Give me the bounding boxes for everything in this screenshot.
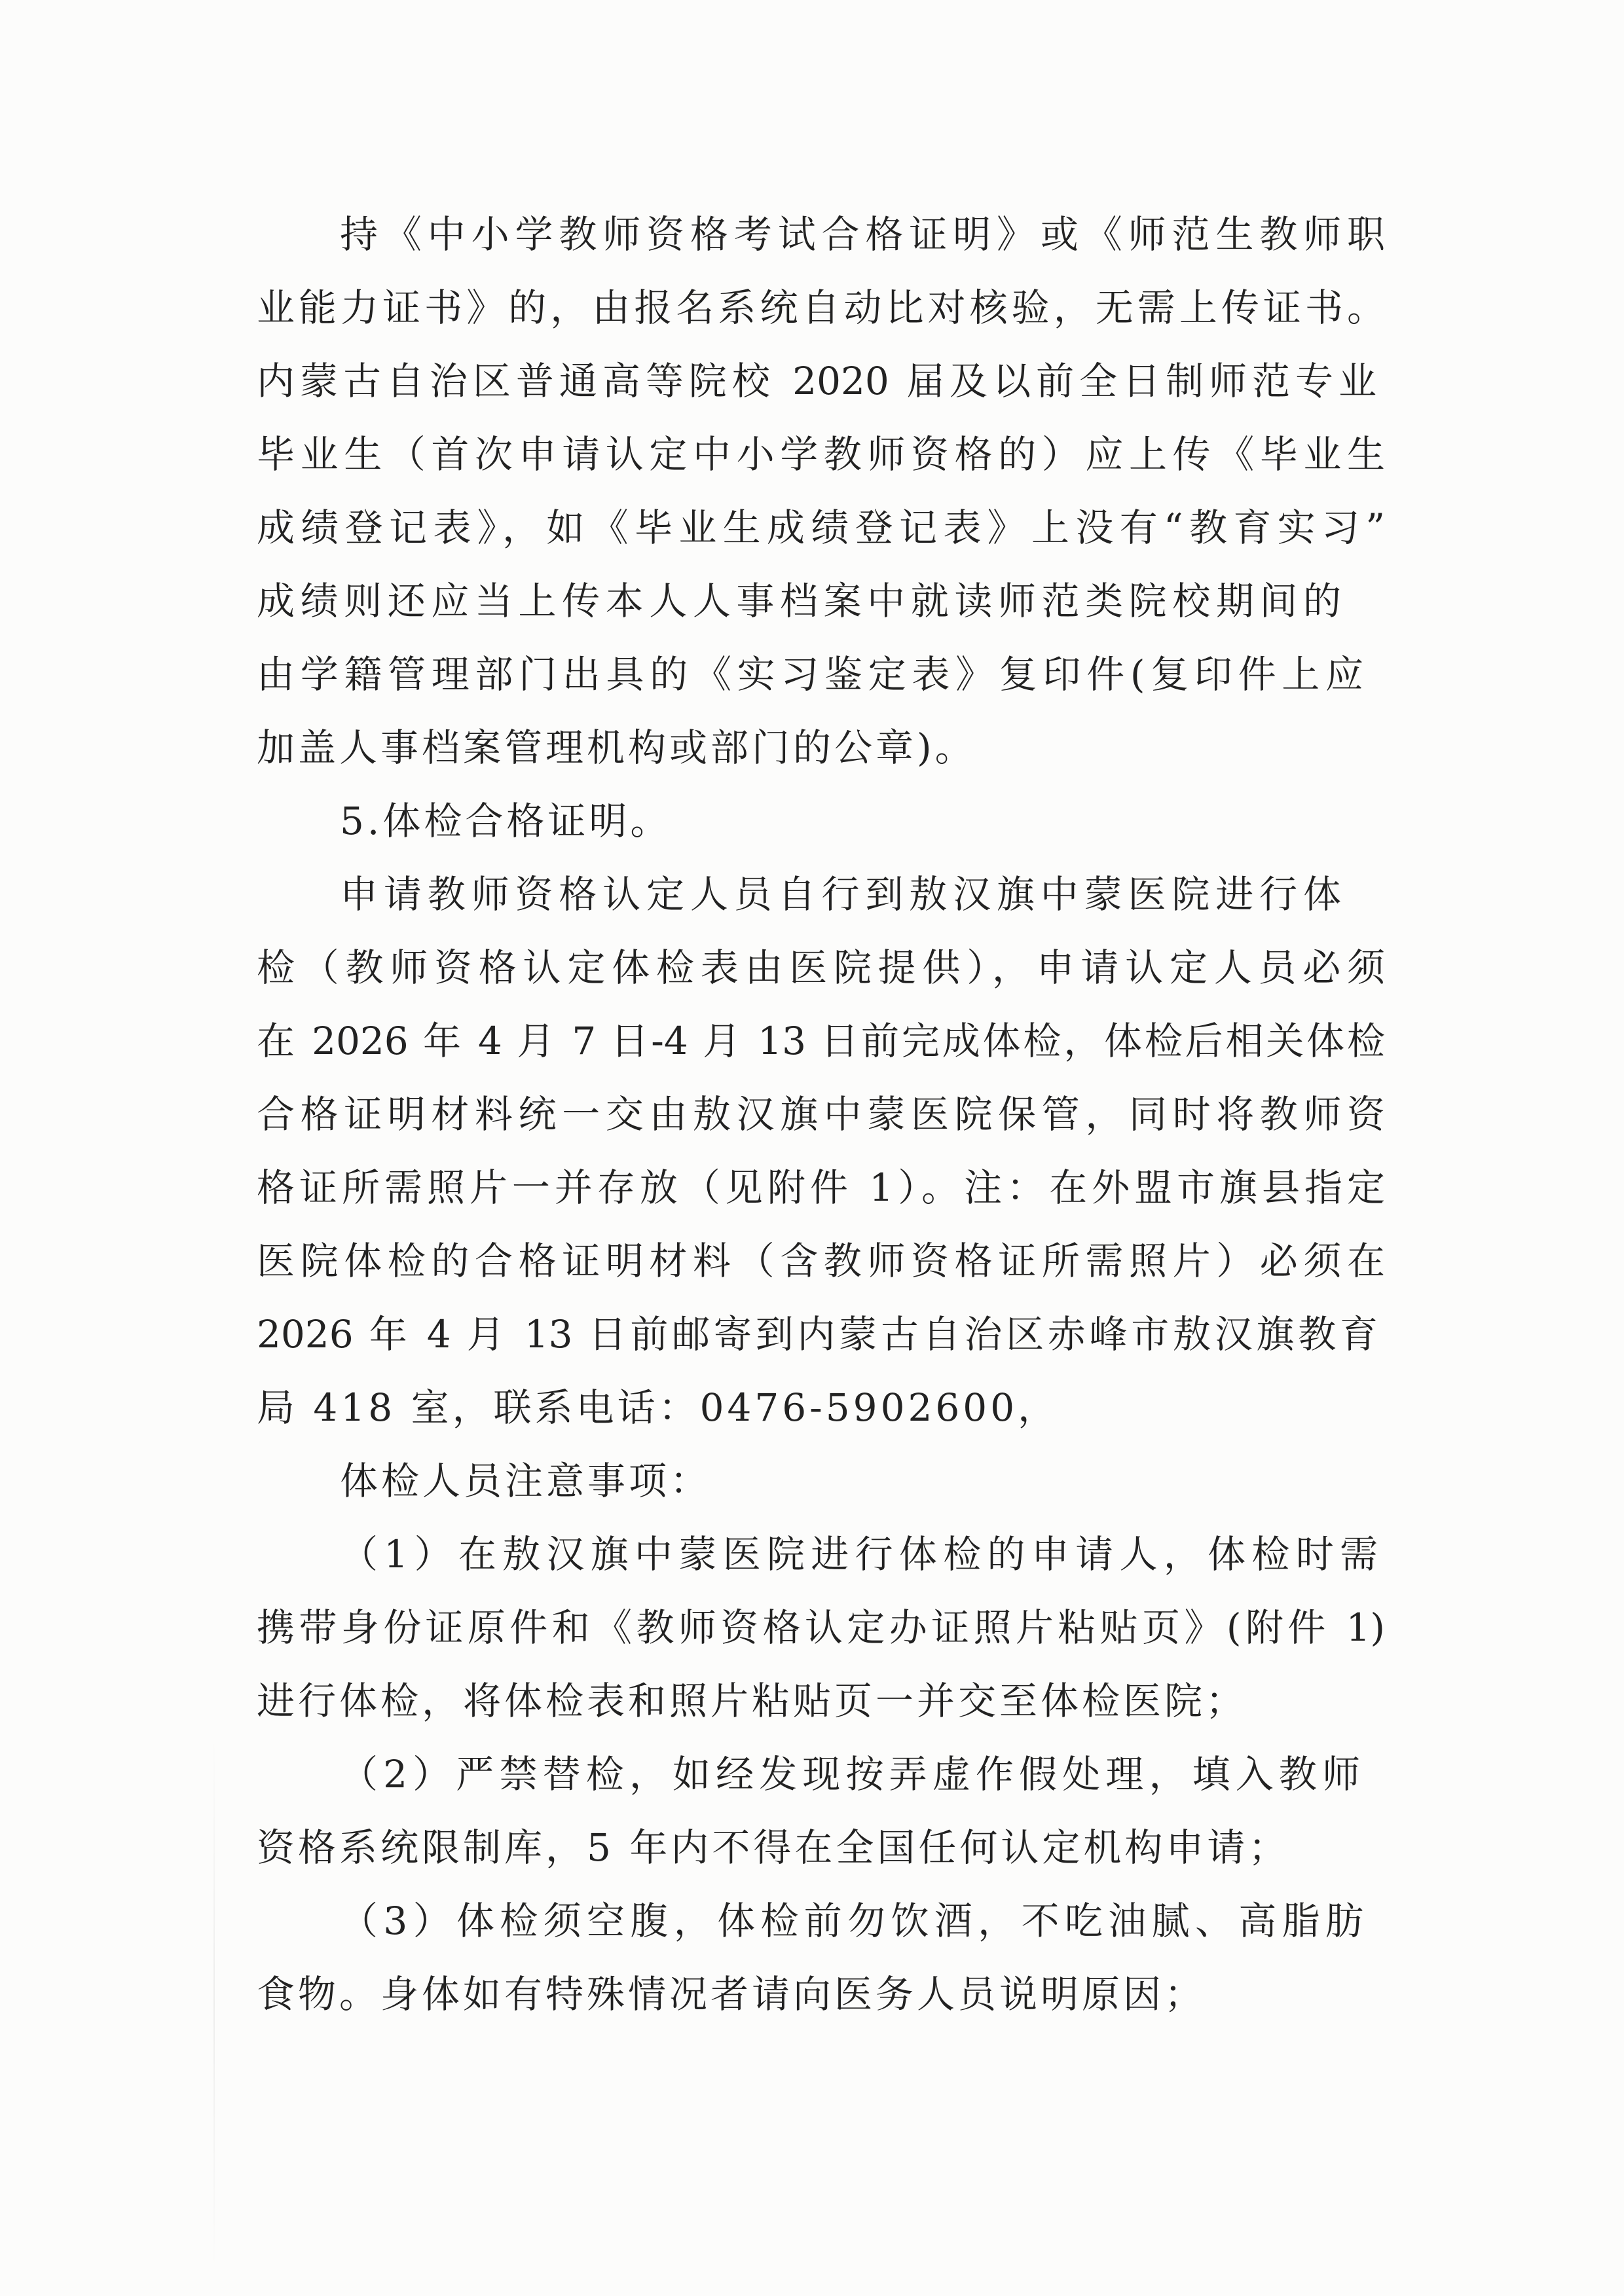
paragraph-line: 食物。身体如有特殊情况者请向医务人员说明原因； [257,1972,1206,2016]
paragraph-line: 进行体检，将体检表和照片粘贴页一并交至体检医院； [257,1679,1247,1723]
paragraph-medical-exam [257,858,1409,1444]
paragraph-line: 持《中小学教师资格考试合格证明》或《师范生教师职 [340,212,1385,257]
paragraph-line: 由学籍管理部门出具的《实习鉴定表》复印件(复印件上应 [257,652,1363,697]
section-heading: 体检人员注意事项： [340,1459,712,1503]
paragraph-line: 内蒙古自治区普通高等院校 2020 届及以前全日制师范专业 [257,359,1376,403]
paragraph-line: 毕业生（首次申请认定中小学教师资格的）应上传《毕业生 [257,432,1385,477]
paragraph-line: （1）在敖汉旗中蒙医院进行体检的申请人，体检时需 [340,1532,1378,1576]
paragraph-line: 申请教师资格认定人员自行到敖汉旗中蒙医院进行体 [340,872,1341,917]
paragraph-line: 携带身份证原件和《教师资格认定办证照片粘贴页》(附件 1) [257,1605,1385,1650]
document-body [257,198,1409,2031]
section-heading-exam-notes [257,1444,1409,1518]
paragraph-line: 加盖人事档案管理机构或部门的公章)。 [257,725,976,770]
paragraph-line: 业能力证书》的，由报名系统自动比对核验，无需上传证书。 [257,285,1385,330]
paragraph-line: 医院体检的合格证明材料（含教师资格证所需照片）必须在 [257,1239,1385,1283]
paragraph-line: 检（教师资格认定体检表由医院提供），申请认定人员必须 [257,945,1385,990]
paragraph-line: 格证所需照片一并存放（见附件 1）。注：在外盟市旗县指定 [257,1165,1385,1210]
paragraph-certificate-requirements [257,198,1409,784]
notice-item-3 [257,1884,1409,2031]
paragraph-line: 在 2026 年 4 月 7 日-4 月 13 日前完成体检，体检后相关体检 [257,1019,1385,1063]
paragraph-line: 成绩登记表》，如《毕业生成绩登记表》上没有“教育实习” [257,505,1385,550]
paragraph-line: （2）严禁替检，如经发现按弄虚作假处理，填入教师 [340,1752,1360,1796]
section-heading: 5.体检合格证明。 [340,799,672,843]
paragraph-line: 局 418 室，联系电话：0476-5902600， [257,1385,1060,1430]
paragraph-line: 2026 年 4 月 13 日前邮寄到内蒙古自治区赤峰市敖汉旗教育 [257,1312,1378,1357]
scan-edge-shadow [213,1735,215,2272]
section-heading-medical-certificate [257,784,1409,858]
notice-item-1 [257,1518,1409,1738]
paragraph-line: （3）体检须空腹，体检前勿饮酒，不吃油腻、高脂肪 [340,1899,1363,1943]
paragraph-line: 成绩则还应当上传本人人事档案中就读师范类院校期间的 [257,579,1341,623]
paragraph-line: 资格系统限制库，5 年内不得在全国任何认定机构申请； [257,1825,1290,1870]
paragraph-line: 合格证明材料统一交由敖汉旗中蒙医院保管，同时将教师资 [257,1092,1385,1137]
notice-item-2 [257,1738,1409,1884]
